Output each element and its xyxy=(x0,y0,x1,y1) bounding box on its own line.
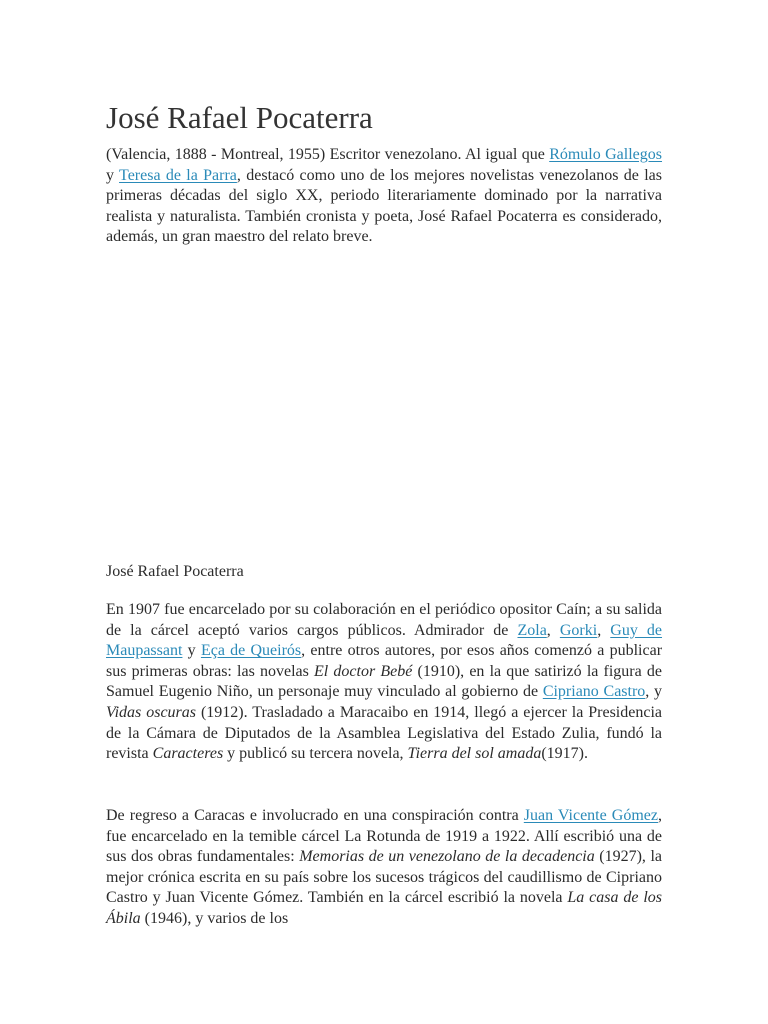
book-title: Tierra del sol amada xyxy=(407,745,542,763)
book-title: Memorias de un venezolano de la decadencia xyxy=(299,848,595,866)
body-text: (1946), y varios de los xyxy=(140,909,289,927)
body-text: , xyxy=(597,621,611,639)
body-text: , fue encarcelado en la temible cárcel La Rotunda de 1919 a 1922. Allí escribió una de sus dos obras fundamentales: xyxy=(106,807,662,866)
body-text: De regreso a Caracas e involucrado en una conspiración contra xyxy=(106,807,524,824)
link-guy-de-maupassant[interactable]: Guy de Maupassant xyxy=(106,621,663,660)
body-text: , y xyxy=(645,683,663,701)
intro-text: (Valencia, 1888 - Montreal, 1955) Escritor venezolano. Al igual que xyxy=(106,146,550,163)
body-text: En 1907 fue encarcelado por su colaboración en el periódico opositor Caín; a su salida de la cárcel aceptó varios cargos públicos. Admirador de xyxy=(106,601,662,639)
body-text: y xyxy=(182,642,201,660)
book-title: Vidas oscuras xyxy=(106,703,197,721)
link-juan-vicente-gomez[interactable]: Juan Vicente Gómez xyxy=(523,807,658,824)
intro-text: , destacó como uno de los mejores novelistas venezolanos de las primeras décadas del siglo XX, periodo literariamente dominado por la narrativa realista y naturalista. También cronista y poeta, José Rafael Pocaterra es considerado, además, un gran maestro del relato breve. xyxy=(106,166,663,246)
link-cipriano-castro[interactable]: Cipriano Castro xyxy=(542,683,646,701)
body-text: , xyxy=(546,621,560,639)
body-text: (1917). xyxy=(541,745,588,763)
page-title: José Rafael Pocaterra xyxy=(106,100,373,135)
biography-paragraph-1 xyxy=(106,600,662,765)
body-text: y publicó su tercera novela, xyxy=(223,745,408,763)
body-text: (1927), la mejor crónica escrita en su país sobre los sucesos trágicos del caudillismo de Cipriano Castro y Juan Vicente Gómez. También en la cárcel escribió la novela xyxy=(106,848,663,907)
body-text: , entre otros autores, por esos años comenzó a publicar sus primeras obras: las novelas xyxy=(106,642,663,680)
body-text: (1910), en la que satirizó la figura de Samuel Eugenio Niño, un personaje muy vinculado al gobierno de xyxy=(106,662,663,701)
image-caption: José Rafael Pocaterra xyxy=(106,563,244,580)
intro-text: y xyxy=(106,166,120,184)
link-eca-de-queiros[interactable]: Eça de Queirós xyxy=(200,642,302,660)
book-title: La casa de los Ábila xyxy=(106,889,663,927)
link-gorki[interactable]: Gorki xyxy=(559,621,598,639)
book-title: El doctor Bebé xyxy=(314,662,413,680)
link-romulo-gallegos[interactable]: Rómulo Gallegos xyxy=(549,146,663,163)
intro-paragraph xyxy=(106,145,662,248)
link-teresa-de-la-parra[interactable]: Teresa de la Parra xyxy=(119,166,237,184)
biography-paragraph-2 xyxy=(106,806,662,930)
link-zola[interactable]: Zola xyxy=(517,621,547,639)
body-text: (1912). Trasladado a Maracaibo en 1914, llegó a ejercer la Presidencia de la Cámara de Diputados de la Asamblea Legislativa del Estado Zulia, fundó la revista xyxy=(106,703,663,763)
magazine-title: Caracteres xyxy=(152,745,224,763)
